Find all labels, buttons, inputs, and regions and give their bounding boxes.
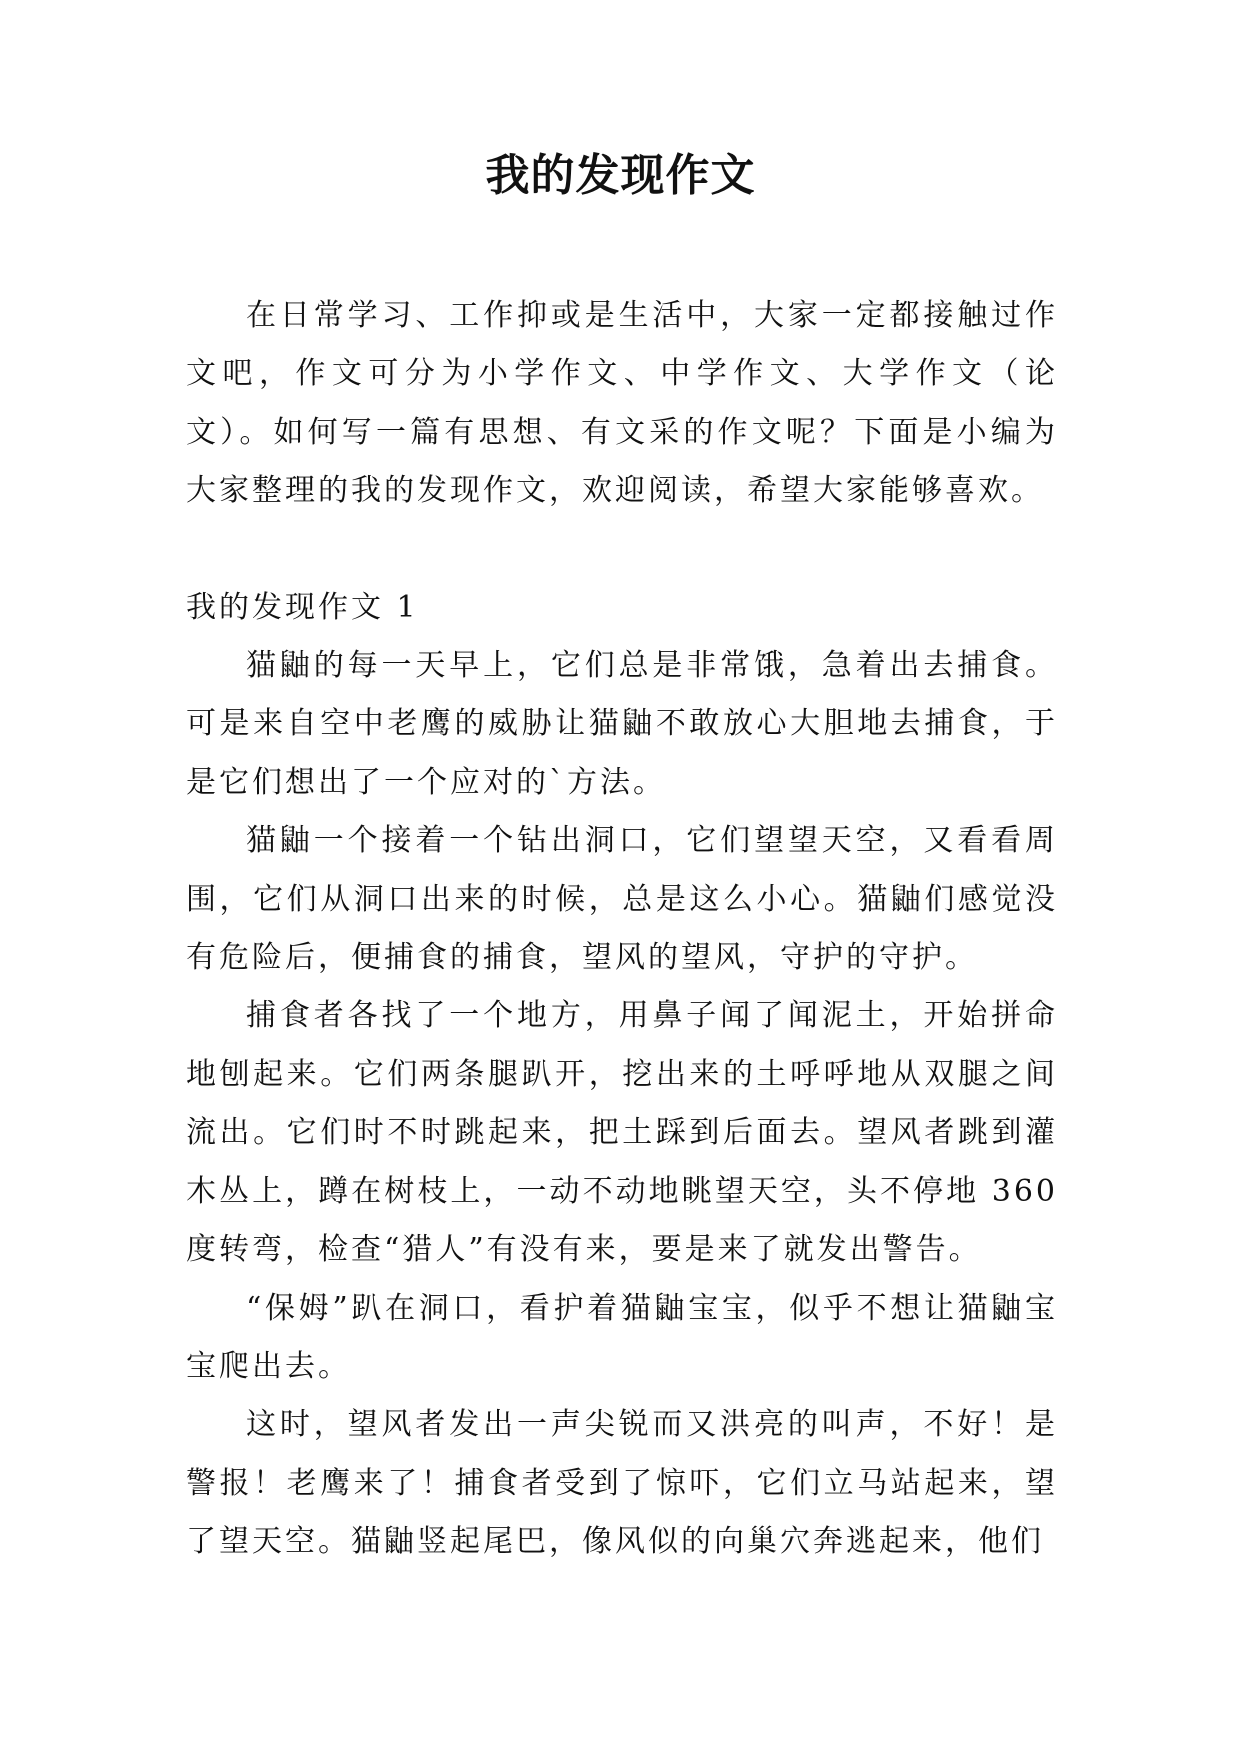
body-paragraph: 这时，望风者发出一声尖锐而又洪亮的叫声，不好！是警报！老鹰来了！捕食者受到了惊吓，它们立马站起来，望了望天空。猫鼬竖起尾巴，像风似的向巢穴奔逃起来，他们 [186, 1407, 1058, 1560]
body-paragraph: “保姆”趴在洞口，看护着猫鼬宝宝，似乎不想让猫鼬宝宝爬出去。 [186, 1290, 1058, 1384]
document-title: 我的发现作文 [485, 150, 756, 201]
body-paragraph: 捕食者各找了一个地方，用鼻子闻了闻泥土，开始拼命地刨起来。它们两条腿趴开，挖出来的土呼呼地从双腿之间流出。它们时不时跳起来，把土踩到后面去。望风者跳到灌木丛上，蹲在树枝上，一动不动地眺望天空，头不停地 360 度转弯，检查“猎人”有没有来，要是来了就发出警告。 [186, 998, 1058, 1268]
body-paragraph: 猫鼬的每一天早上，它们总是非常饿，急着出去捕食。可是来自空中老鹰的威胁让猫鼬不敢放心大胆地去捕食，于是它们想出了一个应对的`方法。 [186, 648, 1058, 800]
intro-paragraph: 在日常学习、工作抑或是生活中，大家一定都接触过作文吧，作文可分为小学作文、中学作文、大学作文（论文）。如何写一篇有思想、有文采的作文呢？下面是小编为大家整理的我的发现作文，欢迎阅读，希望大家能够喜欢。 [186, 298, 1058, 509]
section-heading: 我的发现作文 1 [186, 589, 419, 625]
body-paragraph: 猫鼬一个接着一个钻出洞口，它们望望天空，又看看周围，它们从洞口出来的时候，总是这么小心。猫鼬们感觉没有危险后，便捕食的捕食，望风的望风，守护的守护。 [186, 823, 1058, 976]
document-body [186, 287, 1058, 1572]
